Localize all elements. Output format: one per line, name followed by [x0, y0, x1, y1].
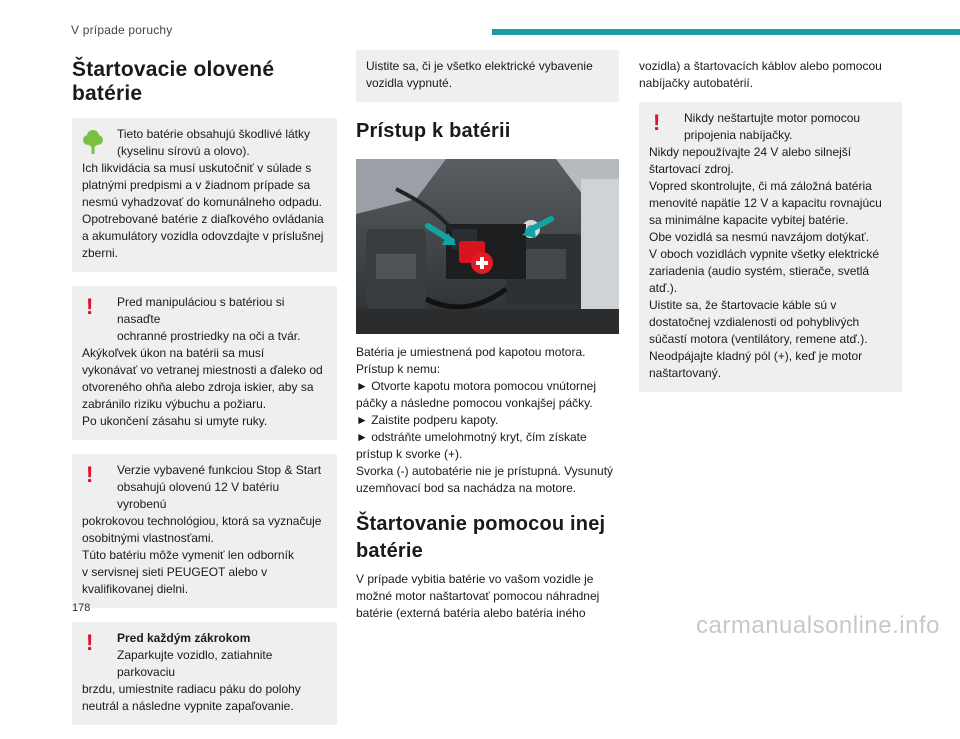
warning-line: dostatočnej vzdialenosti od pohyblivých: [649, 315, 860, 329]
body-line: Batéria je umiestnená pod kapotou motora.: [356, 345, 586, 359]
warning-box-safety: [72, 286, 337, 440]
body-line: prístup k svorke (+).: [356, 447, 463, 461]
note-line: Uistite sa, či je všetko elektrické vybavenie: [366, 59, 593, 73]
page-title: Štartovacie olovené batérie: [72, 58, 275, 105]
section-title-line: Štartovanie pomocou inej: [356, 513, 606, 535]
body-line: ► Zaistite podperu kapoty.: [356, 413, 499, 427]
warning-line: Nikdy neštartujte motor pomocou: [684, 111, 861, 125]
body-line: ► Otvorte kapotu motora pomocou vnútornej: [356, 379, 596, 393]
warning-line: Túto batériu môže vymeniť len odborník: [82, 548, 294, 562]
jump-start-continued: [639, 58, 902, 92]
intro-note-box: [356, 50, 619, 102]
battery-access-text: [356, 344, 619, 497]
eco-line: zberni.: [82, 246, 119, 260]
column-right: [639, 50, 902, 406]
warning-line: sa minimálne kapacite vybitej batérie.: [649, 213, 849, 227]
warning-line: Neodpájajte kladný pól (+), keď je motor: [649, 349, 863, 363]
warning-line: otvoreného ohňa alebo zdroja iskier, aby sa: [82, 380, 314, 394]
warning-line: Verzie vybavené funkciou Stop & Start: [117, 463, 322, 477]
warning-line: zariadenia (audio systém, stierače, svetlá: [649, 264, 870, 278]
body-line: ► odstráňte umelohmotný kryt, čím získate: [356, 430, 587, 444]
eco-tree-icon: [82, 128, 104, 161]
warning-box-before-work: [72, 622, 337, 725]
warning-line: brzdu, umiestnite radiacu páku do polohy: [82, 682, 301, 696]
warning-box-jump-start: [639, 102, 902, 392]
page-number: 178: [72, 602, 91, 614]
warning-line: Po ukončení zásahu si umyte ruky.: [82, 414, 268, 428]
warning-line: vykonávať vo vetranej miestnosti a ďaleko od: [82, 363, 323, 377]
warning-line: atď.).: [649, 281, 678, 295]
body-line: nabíjačky autobatérií.: [639, 76, 754, 90]
jump-start-intro: [356, 571, 619, 622]
note-line: vozidla vypnuté.: [366, 76, 453, 90]
warning-line: naštartovaný.: [649, 366, 722, 380]
body-line: páčky a následne pomocou vonkajšej páčky.: [356, 396, 593, 410]
body-line: Prístup k nemu:: [356, 362, 441, 376]
warning-line: osobitnými vlastnosťami.: [82, 531, 214, 545]
warning-line: Obe vozidlá sa nesmú navzájom dotýkať.: [649, 230, 869, 244]
eco-line: Opotrebované batérie z diaľkového ovládania: [82, 212, 324, 226]
warning-line: Pred manipuláciou s batériou si nasaďte: [117, 295, 285, 326]
eco-line: Ich likvidácia sa musí uskutočniť v súlade s: [82, 161, 312, 175]
body-line: batérie (externá batéria alebo batéria iného: [356, 606, 586, 620]
eco-line: Tieto batérie obsahujú škodlivé látky: [117, 127, 310, 141]
warning-line: ochranné prostriedky na oči a tvár.: [117, 329, 301, 343]
warning-line: štartovací zdroj.: [649, 162, 734, 176]
eco-note-box: [72, 118, 337, 272]
warning-line: pripojenia nabíjačky.: [684, 128, 793, 142]
watermark: carmanualsonline.info: [696, 612, 940, 639]
warning-heading: Pred každým zákrokom: [117, 631, 251, 645]
warning-box-stop-start: [72, 454, 337, 608]
eco-line: platnými predpismi a v žiadnom prípade sa: [82, 178, 311, 192]
warning-line: V oboch vozidlách vypnite všetky elektrické: [649, 247, 880, 261]
body-line: uzemňovací bod sa nachádza na motore.: [356, 481, 577, 495]
section-title-jump-start: [356, 511, 619, 565]
warning-line: súčastí motora (ventilátory, remene atď.).: [649, 332, 868, 346]
warning-line: Nikdy nepoužívajte 24 V alebo silnejší: [649, 145, 852, 159]
body-line: Svorka (-) autobatérie nie je prístupná. Vysunutý: [356, 464, 614, 478]
engine-bay-battery-photo: [356, 159, 619, 334]
body-line: V prípade vybitia batérie vo vašom vozidle je: [356, 572, 594, 586]
column-left: [72, 50, 337, 739]
warning-line: obsahujú olovenú 12 V batériu vyrobenú: [117, 480, 280, 511]
warning-line: kvalifikovanej dielni.: [82, 582, 189, 596]
body-line: možné motor naštartovať pomocou náhradnej: [356, 589, 600, 603]
warning-line: Uistite sa, že štartovacie káble sú v: [649, 298, 837, 312]
warning-exclamation-icon: !: [86, 294, 94, 319]
section-title-battery-access: Prístup k batérii: [356, 120, 511, 142]
warning-exclamation-icon: !: [86, 630, 94, 655]
body-line: vozidla) a štartovacích káblov alebo pomocou: [639, 59, 882, 73]
column-middle: [356, 50, 619, 622]
warning-line: Akýkoľvek úkon na batérii sa musí: [82, 346, 265, 360]
eco-line: (kyselinu sírovú a olovo).: [117, 144, 250, 158]
eco-line: a akumulátory vozidla odovzdajte v príslušnej: [82, 229, 324, 243]
warning-line: neutrál a následne vypnite zapaľovanie.: [82, 699, 294, 713]
warning-line: menovité napätie 12 V a kapacitu rovnajúcu: [649, 196, 882, 210]
warning-line: Vopred skontrolujte, či má záložná batéria: [649, 179, 872, 193]
section-title-line: batérie: [356, 540, 423, 562]
warning-line: pokrokovou technológiou, ktorá sa vyznačuje: [82, 514, 322, 528]
warning-exclamation-icon: !: [653, 110, 661, 135]
warning-exclamation-icon: !: [86, 462, 94, 487]
header-accent-bar: [492, 29, 960, 35]
warning-line: Zaparkujte vozidlo, zatiahnite parkovaciu: [117, 648, 273, 679]
warning-line: v servisnej sieti PEUGEOT alebo v: [82, 565, 268, 579]
running-header: V prípade poruchy: [71, 23, 173, 37]
eco-line: nesmú vyhadzovať do komunálneho odpadu.: [82, 195, 322, 209]
warning-line: zabránilo riziku výbuchu a požiaru.: [82, 397, 267, 411]
